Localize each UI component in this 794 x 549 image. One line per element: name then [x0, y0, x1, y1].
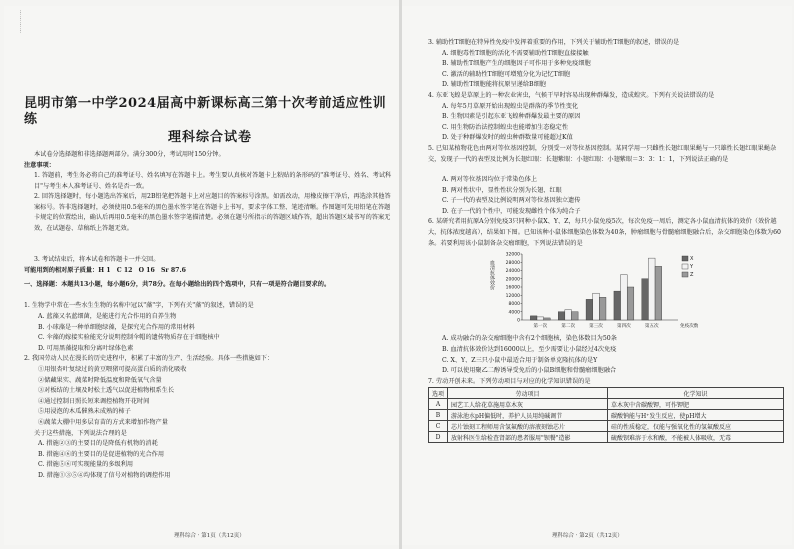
- question-1-option: D. 可用黑藻提取和分离叶绿体色素: [38, 344, 134, 352]
- question-2-option: A. 措施②③的主要目的是降低有机物的消耗: [38, 440, 158, 448]
- binding-margin: …………: [18, 10, 24, 34]
- question-4-option: A. 每年5月草原开始出现蝗虫是群落的季节性变化: [442, 102, 579, 110]
- table-row: [429, 421, 784, 432]
- page-2-content: [428, 38, 788, 443]
- question-3-option: A. 细胞毒性T细胞的活化不需要辅助性T细胞直接接触: [442, 49, 589, 57]
- question-2-option: C. 措施⑤⑥可实现能量的多级利用: [38, 461, 134, 469]
- x-tick-label: 第五次: [644, 324, 659, 330]
- question-2-measure: ③对板结的土壤及时松土透气以促进植物根系生长: [38, 387, 175, 395]
- page-1-footer: 理科综合 · 第1页（共12页）: [174, 533, 245, 539]
- question-2-measure: ①用银杏叶复绿过的黄豆喂猪可提高蛋白质的消化吸收: [38, 365, 187, 373]
- question-5-option: C. 子一代的表型及比例说明两对等位基因独立遗传: [442, 197, 581, 205]
- exam-title: 昆明市第一中学2024届高中新课标高三第十次考前适应性训练: [24, 96, 387, 127]
- table-cell: 碳酸钠能与H⁺发生反应，使pH增大: [608, 410, 784, 421]
- y-tick-label: 24000: [505, 269, 520, 275]
- question-6-option: D. 可以使用聚乙二醇诱导受免后的小鼠B细胞和骨髓瘤细胞融合: [442, 367, 617, 375]
- question-6-option: A. 成功融合的杂交瘤细胞中含有2个细胞核，染色体数目为50条: [442, 335, 617, 343]
- bar-y: [593, 294, 600, 321]
- question-3-option: B. 辅助性T细胞产生的细胞因子可作用于多种免疫细胞: [442, 60, 591, 68]
- antibody-chart: [488, 250, 698, 332]
- x-tick-label: 第一次: [533, 324, 548, 330]
- x-tick-label: 第二次: [561, 324, 576, 330]
- table-row: [429, 399, 784, 410]
- table-row: [429, 410, 784, 421]
- bar-z: [627, 287, 634, 320]
- question-2-prompt: 关于这些措施，下列说法合理的是: [34, 429, 127, 437]
- bar-y: [565, 310, 572, 320]
- table-cell: 放射科医生给检查肾部的患者服用"钡餐"造影: [448, 432, 608, 443]
- bar-x: [558, 312, 565, 320]
- bar-x: [614, 291, 621, 320]
- question-2-measure: ②储藏果实、蔬菜时降低温度和降低氧气含量: [38, 376, 162, 384]
- table-header-row: [429, 388, 784, 399]
- table-header: 劳动项目: [448, 388, 608, 399]
- bar-y: [537, 317, 544, 320]
- question-5-option: B. 两对性状中，显性性状分别为长翅、红眼: [442, 186, 562, 194]
- legend-swatch: [682, 272, 688, 277]
- legend-swatch: [682, 256, 688, 261]
- page-2-footer: 理科综合 · 第2页（共12页）: [552, 533, 623, 539]
- table-cell: 草木灰中含碳酸钾，可作钾肥: [608, 399, 784, 410]
- table-header: 化学知识: [608, 388, 784, 399]
- question-2-measure: ④通过控制日照长短来调控植物开花时间: [38, 397, 150, 405]
- y-tick-label: 32000: [505, 252, 520, 258]
- y-tick-label: 0: [517, 318, 520, 324]
- note-item: 3. 考试结束后，将本试卷和答题卡一并交回。: [34, 256, 160, 264]
- bar-z: [544, 318, 551, 320]
- y-tick-label: 16000: [505, 285, 520, 291]
- question-3-option: D. 辅助性T细胞能将抗原呈递给B细胞: [442, 81, 546, 89]
- y-tick-label: 8000: [508, 302, 520, 308]
- y-tick-label: 20000: [505, 277, 520, 283]
- section-heading: 一、选择题：本题共13小题，每小题6分，共78分。在每小题给出的四个选项中，只有一项是符合题目要求的。: [24, 281, 331, 289]
- legend-swatch: [682, 264, 688, 269]
- x-axis-label: 免疫次数: [680, 324, 698, 330]
- table-cell: 硅的性质稳定，仅能与强氧化性的氢氟酸反应: [608, 421, 784, 432]
- bar-z: [655, 267, 662, 321]
- question-7-stem: 7. 劳动开创未来。下列劳动项目与对应的化学知识错误的是: [428, 377, 591, 385]
- note-item: 2. 回答选择题时，每小题选出答案后，用2B铅笔把答题卡上对应题目的答案标号涂黑。如需改动，用橡皮擦干净后，再选涂其他答案标号。答非选择题时，必须使用0.5毫米的黑色墨水签字笔在答题卡上书写，要求字体工整、笔迹清晰。作图题可先用铅笔在答题卡规定的位置绘出，确认后再用0.5毫米的黑色墨水签字笔描清楚。必须在题号所指示的答题区域作答，超出答题区域书写的答案无效，在试题卷、草稿纸上答题无效。: [34, 193, 391, 232]
- question-4-option: D. 处于种群爆发时的蝗虫种群数量可能超过K值: [442, 134, 573, 142]
- table-cell: 芯片蚀刻工程师用含氢氟酸的溶液刻蚀芯片: [448, 421, 608, 432]
- question-6-option: C. X、Y、Z三只小鼠中最适合用于制备单克隆抗体的是Y: [442, 356, 598, 364]
- table-cell: 游泳池水pH偏低时，养护人员用纯碱调节: [448, 410, 608, 421]
- bar-x: [642, 279, 649, 320]
- notes-heading: 注意事项：: [24, 161, 55, 169]
- question-1-stem: 1. 生物学中常在一些水生生物的名称中冠以"藻"字，下列有关"藻"的叙述，错误的是: [24, 302, 254, 310]
- bar-x: [530, 316, 537, 320]
- question-3-option: C. 激活的辅助性T细胞可增殖分化为记忆T细胞: [442, 70, 571, 78]
- page-1-content: [24, 12, 396, 481]
- question-1-option: C. 伞藻的嫁接实验能充分说明控制伞帽的遗传物质存在于细胞核中: [38, 334, 220, 342]
- question-5-stem: 5. 已知某植物花色由两对等位基因控制，分别受一对等位基因控制。某同学用一只雌性长翅红眼果蝇与一只雄性长翅红眼果蝇杂交，发现子一代的表型及比例为长翅红眼：长翅紫眼：小翅红眼：小翅紫眼＝3：3：1：1，下列说法正确的是: [428, 144, 777, 163]
- x-tick-label: 第三次: [589, 324, 603, 330]
- x-tick-label: 第四次: [616, 324, 631, 330]
- legend-label: X: [690, 256, 694, 263]
- exam-subtitle: 理科综合试卷: [167, 130, 252, 145]
- antibody-chart-svg: [488, 250, 698, 332]
- exam-intro: 本试卷分选择题和非选择题两部分。满分300分，考试用时150分钟。: [34, 151, 225, 158]
- question-2-option: B. 措施④⑥的主要目的是促进植物的光合作用: [38, 450, 165, 458]
- legend-label: Z: [690, 272, 694, 279]
- question-2-measure: ⑤用浸泡的木瓜催熟未成熟的柿子: [38, 408, 131, 416]
- bar-y: [648, 258, 655, 320]
- y-tick-label: 4000: [508, 310, 520, 316]
- page-2: [402, 6, 792, 545]
- question-1-option: A. 蓝藻又名蓝细菌，是能进行光合作用的自养生物: [38, 312, 177, 320]
- question-6-stem: 6. 某研究者用抗原A分别免疫3只同种小鼠X、Y、Z，每只小鼠免疫5次，每次免疫一周后，测定各小鼠血清抗体的效价（效价越大，抗体浓度越高），结果如下图。已知该种小鼠体细胞染色体数为40条，肿瘤细胞与骨髓瘤细胞融合后，杂交细胞染色体数为60条。若要利用该小鼠制备杂交瘤细胞，下列说法错误的是: [428, 218, 781, 247]
- question-1-option: B. 小球藻是一种单细胞绿藻，是探究光合作用的常用材料: [38, 323, 195, 331]
- question-5-option: D. 在子一代的个性中，可能发现雌性个体为纯合子: [442, 207, 581, 215]
- question-6-option: B. 血清抗体效价达到16000以上，至少需要让小鼠经过4次免疫: [442, 345, 617, 353]
- bar-z: [571, 312, 578, 320]
- question-4-option: C. 用生物防治法控制蝗虫也能增加生态稳定性: [442, 123, 569, 131]
- atomic-mass: 可能用到的相对原子质量：H 1 C 12 O 16 Sr 87.6: [24, 266, 186, 274]
- legend-label: Y: [690, 264, 694, 271]
- bar-y: [621, 275, 628, 320]
- table-cell: 园艺工人给花草施用草木灰: [448, 399, 608, 410]
- y-tick-label: 12000: [505, 294, 520, 300]
- question-4-stem: 4. 东亚飞蝗是草原上的一种农业害虫，气候干旱时容易出现种群爆发，造成蝗灾。下列有关说法错误的是: [428, 91, 715, 99]
- bar-x: [586, 300, 593, 321]
- table-header: 选项: [429, 388, 448, 399]
- question-4-option: B. 生物因素是引起东亚飞蝗种群爆发最主要的原因: [442, 113, 581, 121]
- table-cell: B: [429, 410, 448, 421]
- note-item: 1. 答题前，考生务必将自己的准考证号、姓名填写在答题卡上。考生要认真核对答题卡上粘贴的条形码的"准考证号、姓名、考试科目"与考生本人准考证号、姓名是否一致。: [34, 172, 392, 190]
- page-1: [4, 6, 399, 545]
- question-2-stem: 2. 我国劳动人民在漫长的历史进程中，积累了丰富的生产、生活经验。具体一些措施如下：: [24, 355, 274, 363]
- table-cell: A: [429, 399, 448, 410]
- bar-z: [599, 298, 606, 321]
- y-axis-label: 血清抗体效价: [489, 260, 495, 291]
- table-row: [429, 432, 784, 443]
- question-2-measure: ⑥蔬菜大棚中用多层育苗的方式来增加作物产量: [38, 418, 168, 426]
- y-tick-label: 28000: [505, 261, 520, 267]
- question-5-option: A. 两对等位基因均位于常染色体上: [442, 175, 538, 183]
- table-cell: D: [429, 432, 448, 443]
- table-cell: C: [429, 421, 448, 432]
- table-cell: 硫酸钡难溶于水和酸，不能被人体吸收，无毒: [608, 432, 784, 443]
- question-2-option: D. 措施①③⑤④均体现了信号对植物的调控作用: [38, 471, 171, 479]
- question-3-stem: 3. 辅助性T细胞在特异性免疫中发挥着重要的作用，下列关于辅助性T细胞的叙述，错误的是: [428, 39, 680, 46]
- question-7-table: [428, 387, 784, 443]
